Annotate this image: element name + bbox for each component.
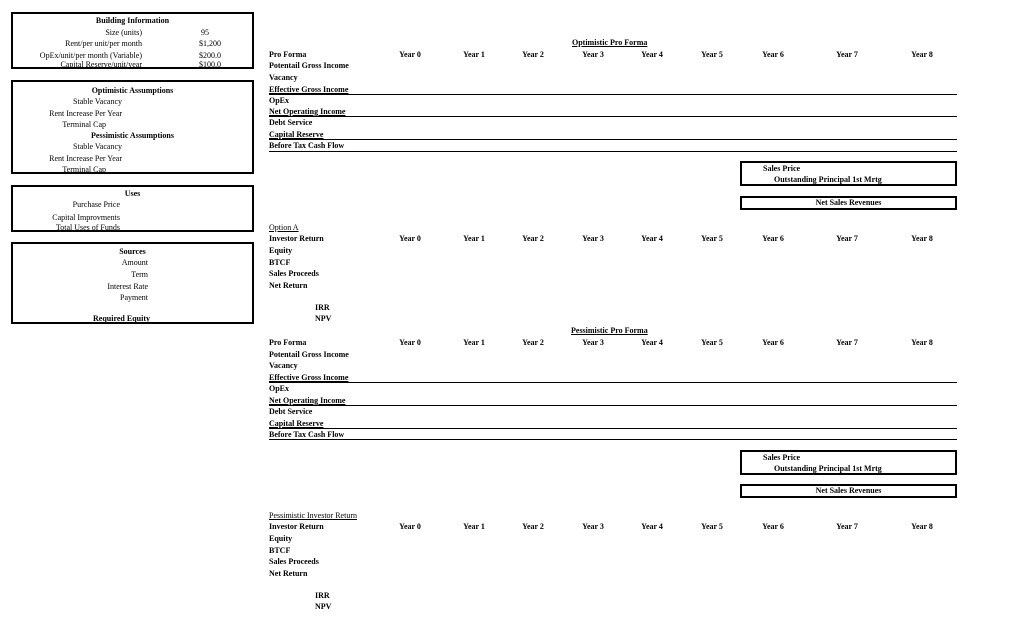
year-header: Year 3 (582, 522, 604, 531)
net-sales-label: Net Sales Revenues (815, 486, 882, 495)
building-row-value: $100.0 (199, 60, 221, 69)
uses-title: Uses (124, 189, 141, 198)
row-rule (269, 139, 957, 140)
assumption-item: Stable Vacancy (73, 97, 122, 106)
investor-return-row: BTCF (269, 546, 291, 555)
year-header: Year 3 (582, 50, 604, 59)
pro-forma-row: Net Operating Income (269, 396, 346, 405)
optimistic-sales-box (740, 161, 957, 186)
sources-title: Sources (119, 247, 146, 256)
investor-return-row: BTCF (269, 258, 291, 267)
sources-box (11, 242, 254, 324)
building-row-label: Rent/per unit/per month (65, 39, 142, 48)
pro-forma-row: Capital Reserve (269, 130, 324, 139)
year-header: Year 2 (522, 234, 544, 243)
row-rule (269, 439, 957, 440)
year-header: Year 2 (522, 522, 544, 531)
investor-return-row: Equity (269, 246, 293, 255)
year-header: Year 8 (911, 234, 933, 243)
pro-forma-row: Effective Gross Income (269, 373, 349, 382)
year-header: Year 1 (463, 234, 485, 243)
pro-forma-row: Before Tax Cash Flow (269, 430, 345, 439)
year-header: Year 1 (463, 338, 485, 347)
pro-forma-row: Debt Service (269, 407, 313, 416)
year-header: Year 5 (701, 522, 723, 531)
row-rule (269, 94, 957, 95)
assumption-item: Terminal Cap (62, 120, 106, 129)
building-row-value: $200.0 (199, 51, 221, 60)
uses-item: Purchase Price (72, 200, 120, 209)
row-rule (269, 382, 957, 383)
building-underline (13, 68, 252, 69)
row-rule (269, 405, 957, 406)
year-header: Year 6 (762, 522, 784, 531)
assumptions-box (11, 80, 254, 174)
investor-return-row: Sales Proceeds (269, 557, 319, 566)
npv-label: NPV (315, 314, 332, 323)
building-info-box (11, 12, 254, 69)
year-header: Year 4 (641, 50, 663, 59)
pro-forma-row: Capital Reserve (269, 419, 324, 428)
year-header: Year 1 (463, 50, 485, 59)
investor-return-row: Equity (269, 534, 293, 543)
sources-item: Amount (121, 258, 148, 267)
year-header: Year 8 (911, 338, 933, 347)
irr-label: IRR (315, 591, 330, 600)
investor-return-row: Investor Return (269, 234, 324, 243)
pessimistic-sales-box (740, 450, 957, 475)
pro-forma-row: Pro Forma (269, 338, 307, 347)
sales-price-label: Sales Price (763, 453, 801, 462)
year-header: Year 1 (463, 522, 485, 531)
uses-box (11, 185, 254, 232)
uses-item: Total Uses of Funds (55, 223, 120, 232)
year-header: Year 0 (399, 522, 421, 531)
year-header: Year 5 (701, 338, 723, 347)
row-rule (269, 428, 957, 429)
pro-forma-row: Potentail Gross Income (269, 350, 349, 359)
optimistic-pro-forma-title: Optimistic Pro Forma (572, 38, 648, 47)
year-header: Year 0 (399, 338, 421, 347)
year-header: Year 6 (762, 338, 784, 347)
year-header: Year 7 (836, 234, 858, 243)
assumption-item: Rent Increase Per Year (49, 109, 122, 118)
year-header: Year 3 (582, 234, 604, 243)
optimistic-net-sales-box (740, 196, 957, 210)
year-header: Year 3 (582, 338, 604, 347)
building-row-value: $1,200 (199, 39, 221, 48)
year-header: Year 8 (911, 50, 933, 59)
irr-label: IRR (315, 303, 330, 312)
sources-item: Term (131, 270, 148, 279)
pro-forma-row: Pro Forma (269, 50, 307, 59)
pessimistic-net-sales-box (740, 484, 957, 498)
year-header: Year 5 (701, 234, 723, 243)
sources-item: Payment (120, 293, 148, 302)
investor-return-row: Net Return (269, 569, 308, 578)
assumption-item: Rent Increase Per Year (49, 154, 122, 163)
row-rule (269, 151, 957, 152)
assumption-item: Stable Vacancy (73, 142, 122, 151)
pessimistic-pro-forma-title: Pessimistic Pro Forma (571, 326, 648, 335)
building-row-label: Capital Reserve/unit/year (60, 60, 142, 69)
uses-item: Capital Improvments (52, 213, 120, 222)
option-a-title: Option A (269, 223, 299, 232)
year-header: Year 0 (399, 50, 421, 59)
pro-forma-row: Effective Gross Income (269, 85, 349, 94)
row-rule (269, 116, 957, 117)
year-header: Year 4 (641, 522, 663, 531)
pro-forma-row: Vacancy (269, 361, 298, 370)
pro-forma-row: Potentail Gross Income (269, 61, 349, 70)
pro-forma-row: Net Operating Income (269, 107, 346, 116)
outstanding-principal-label: Outstanding Principal 1st Mrtg (774, 464, 882, 473)
building-info-title: Building Information (95, 16, 170, 25)
pessimistic-assumptions-title: Pessimistic Assumptions (91, 131, 174, 140)
pro-forma-row: OpEx (269, 384, 290, 393)
pro-forma-row: Before Tax Cash Flow (269, 141, 345, 150)
net-sales-label: Net Sales Revenues (815, 198, 882, 207)
year-header: Year 8 (911, 522, 933, 531)
sales-underline (774, 184, 894, 185)
sales-underline (774, 473, 894, 474)
sources-item: Interest Rate (107, 282, 148, 291)
year-header: Year 5 (701, 50, 723, 59)
year-header: Year 2 (522, 50, 544, 59)
sales-price-label: Sales Price (763, 164, 801, 173)
assumption-item: Terminal Cap (62, 165, 106, 174)
building-row-label: Size (units) (105, 28, 142, 37)
year-header: Year 7 (836, 338, 858, 347)
pessimistic-investor-return-title: Pessimistic Investor Return (269, 511, 357, 520)
required-equity-label: Required Equity (93, 314, 150, 323)
pro-forma-row: OpEx (269, 96, 290, 105)
year-header: Year 7 (836, 50, 858, 59)
npv-label: NPV (315, 602, 332, 611)
pro-forma-row: Vacancy (269, 73, 298, 82)
building-row-value: 95 (201, 28, 209, 37)
year-header: Year 4 (641, 234, 663, 243)
year-header: Year 6 (762, 50, 784, 59)
assumptions-underline (13, 173, 252, 174)
investor-return-row: Investor Return (269, 522, 324, 531)
year-header: Year 2 (522, 338, 544, 347)
investor-return-row: Net Return (269, 281, 308, 290)
pro-forma-row: Debt Service (269, 118, 313, 127)
year-header: Year 0 (399, 234, 421, 243)
building-row-label: OpEx/unit/per month (Variable) (39, 51, 142, 60)
investor-return-row: Sales Proceeds (269, 269, 319, 278)
year-header: Year 7 (836, 522, 858, 531)
outstanding-principal-label: Outstanding Principal 1st Mrtg (774, 175, 882, 184)
year-header: Year 6 (762, 234, 784, 243)
optimistic-assumptions-title: Optimistic Assumptions (91, 86, 174, 95)
year-header: Year 4 (641, 338, 663, 347)
